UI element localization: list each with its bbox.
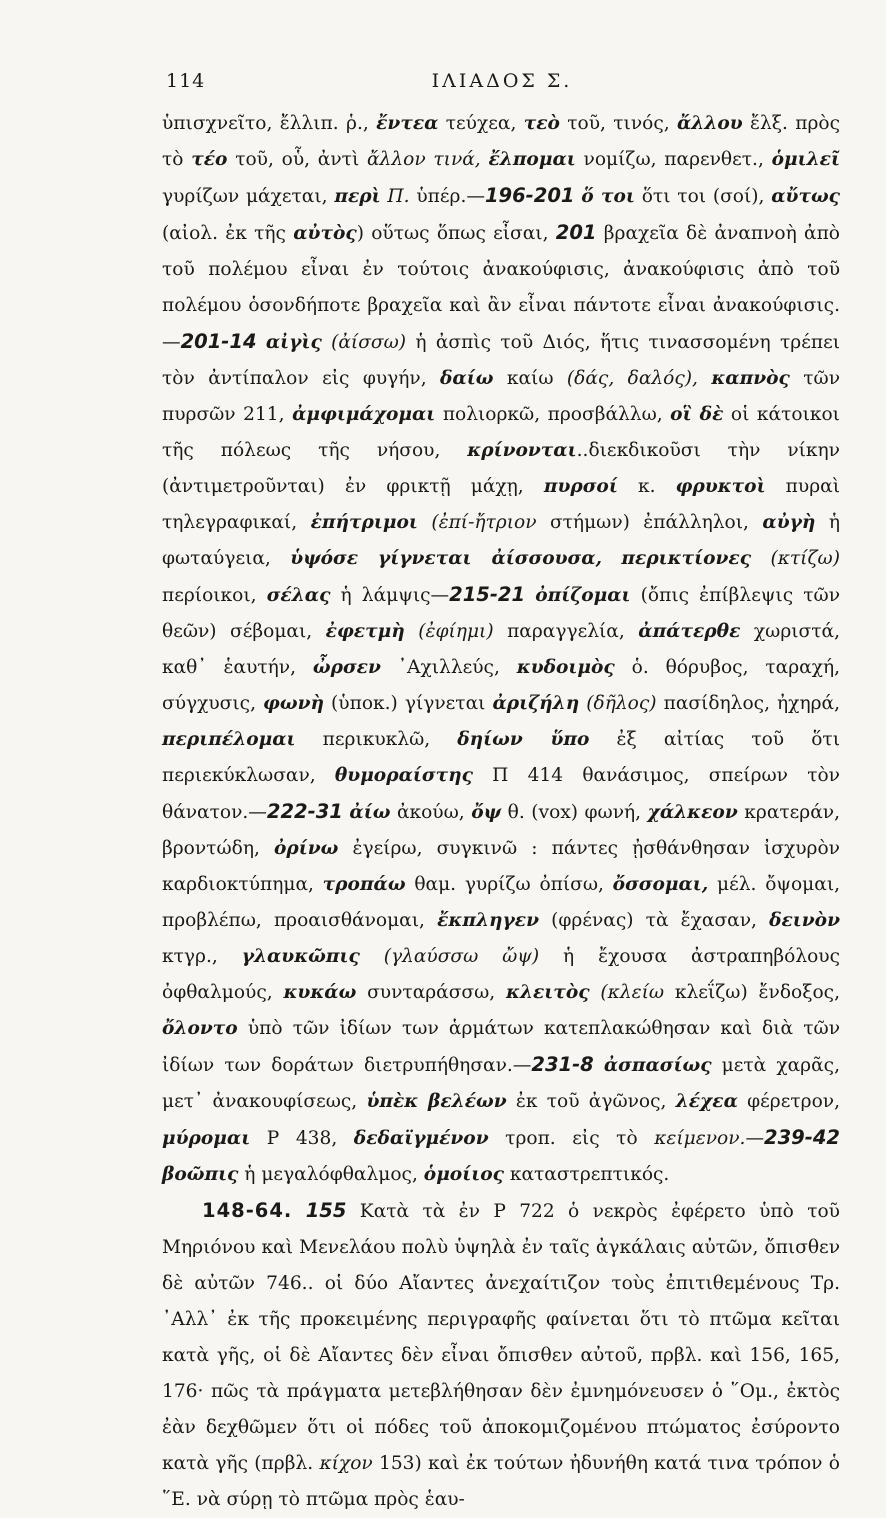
text-run: κρατεράν, βροντώδη, — [162, 802, 840, 859]
commentary-text — [162, 106, 840, 1518]
text-run: οἱ κάτοικοι τῆς πόλεως τῆς νήσου, — [162, 404, 840, 461]
text-run: ὑπέρ.— — [409, 186, 485, 207]
text-run: ἡ μεγαλόφθαλμος, — [238, 1164, 424, 1185]
lemma-word: κυδοιμὸς — [516, 657, 615, 678]
text-run: πολιορκῶ, προσβάλλω, — [435, 404, 671, 425]
text-run — [751, 548, 770, 569]
lemma-word: τροπάω — [322, 874, 406, 895]
text-run: γυρίζων μάχεται, — [162, 186, 335, 207]
text-run — [405, 621, 419, 642]
text-run: ὁ. θόρυβος, ταραχή, σύγχυσις, — [162, 657, 841, 714]
text-run: — — [745, 1128, 765, 1149]
text-run — [590, 982, 601, 1003]
lemma-word: ὁμοίιος — [423, 1164, 504, 1185]
text-run: στήμων) ἐπάλληλοι, — [536, 512, 763, 533]
text-run: ..διεκδικοῦσι τὴν νίκην (ἀντιμετροῦνται) ἐν φρικτῇ μάχῃ, — [162, 440, 840, 497]
text-run: θαμ. γυρίζω ὀπίσω, — [405, 874, 613, 895]
text-run: βραχεῖα δὲ ἀναπνοὴ ἀπὸ τοῦ πολέμου εἶναι ἐν τούτοις ἀνακούφισις, ἀνακούφισις ἀπὸ τοῦ πολέμου ὁσονδήποτε βραχεῖα καὶ ἂν εἶναι πάντοτε εἶναι ἀνακούφισις.— — [162, 223, 840, 353]
running-title: ΙΛΙΑΔΟΣ Σ. — [431, 70, 573, 92]
text-run: περικυκλῶ, — [295, 729, 458, 750]
text-run: τῶν πυρσῶν 211, — [162, 368, 841, 425]
text-run: ἐκ τοῦ ἀγῶνος, — [506, 1091, 676, 1112]
italic-text: κίχον — [319, 1453, 373, 1474]
lemma-word: ὑπὲκ βελέων — [366, 1091, 507, 1112]
text-run: συνταράσσω, — [356, 982, 507, 1003]
lemma-word: ἔντεα — [376, 113, 439, 134]
text-run — [360, 946, 384, 967]
page-header — [162, 70, 842, 100]
text-run — [418, 512, 431, 533]
lemma-word: θυμοραίστης — [334, 765, 473, 786]
text-run: Π 414 θανάσιμος, σπείρων τὸν θάνατον.— — [162, 765, 840, 823]
lemma-word: δηίων ὕπο — [457, 729, 590, 750]
text-run — [525, 585, 535, 606]
italic-text: (δῆλος) — [586, 693, 657, 714]
italic-text: (ἀίσσω) — [331, 332, 407, 353]
text-run: τοῦ, οὗ, ἀντὶ — [227, 149, 367, 170]
text-run: μέλ. ὄψομαι, προβλέπω, προαισθάνομαι, — [162, 874, 841, 931]
line-reference: 231-8 — [531, 1053, 594, 1076]
text-run: φέρετρον, — [737, 1091, 840, 1112]
lemma-word: αὔτως — [771, 186, 840, 207]
lemma-word: ὄψ — [471, 802, 502, 823]
lemma-word: τέο — [191, 149, 228, 170]
text-run: καταστρεπτικός. — [503, 1164, 670, 1185]
lemma-word: ἀσπασίως — [603, 1055, 712, 1076]
lemma-word: πυρσοί — [543, 476, 618, 497]
text-run: κ. — [617, 476, 676, 497]
italic-text: (ἐφίημι) — [418, 621, 494, 642]
text-run: κτγρ., — [162, 946, 242, 967]
text-run — [322, 332, 331, 353]
italic-text: (κλείω — [600, 982, 665, 1003]
text-run: 153) καὶ ἐκ τούτων ἠδυνήθη κατά τινα τρόπον ὁ ῞Ε. νὰ σύρῃ τὸ πτῶμα πρὸς ἑαυ- — [162, 1453, 840, 1510]
lemma-word: περιπέλομαι — [162, 729, 296, 750]
text-run: θ. (vox) φωνή, — [501, 802, 648, 823]
text-run: (ὑποκ.) γίγνεται — [324, 693, 493, 714]
text-run: ἡ ἔχουσα ἀστραπηβόλους ὀφθαλμούς, — [162, 946, 841, 1003]
lemma-word: φωνὴ — [263, 693, 324, 714]
text-run: (αἰολ. ἐκ τῆς — [162, 223, 294, 244]
text-run: ἔλξ. πρὸς τὸ — [162, 113, 841, 170]
text-run: παραγγελία, — [493, 621, 639, 642]
lemma-word: αὐγὴ — [762, 512, 816, 533]
italic-text: (ἐπί-ἤτριον — [431, 512, 537, 533]
text-run: νομίζω, παρενθετ., — [575, 149, 772, 170]
line-reference: 239-42 — [764, 1126, 840, 1149]
lemma-word: ἀριζήλη — [492, 693, 580, 714]
lemma-word: ἐφετμὴ — [325, 621, 405, 642]
text-run: τροπ. εἰς τὸ — [488, 1128, 655, 1149]
lemma-word: σέλας — [266, 585, 331, 606]
text-run: (φρένας) τὰ ἔχασαν, — [538, 910, 770, 931]
lemma-word: λέχεα — [675, 1091, 738, 1112]
italic-text: ἄλλον τινά, — [367, 149, 481, 170]
lemma-word: ὑψόσε γίγνεται ἀίσσουσα, — [290, 548, 603, 569]
lemma-word: ἔκπληγεν — [437, 910, 539, 931]
text-run — [292, 1201, 305, 1222]
lemma-word: ἀίω — [349, 802, 391, 823]
line-reference: 201 — [555, 221, 597, 244]
line-reference: 222-31 — [266, 800, 343, 823]
lemma-word: κυκάω — [283, 982, 357, 1003]
text-run: περίοικοι, — [162, 585, 267, 606]
text-run: ἡ φωταύγεια, — [162, 512, 840, 569]
text-run: μετὰ χαρᾶς, μετ᾽ ἀνακουφίσεως, — [162, 1055, 840, 1112]
lemma-word: οἳ δὲ — [670, 404, 724, 425]
lemma-word: κρίνονται — [467, 440, 577, 461]
lemma-word: αἰγὶς — [265, 332, 322, 353]
text-run — [698, 368, 711, 389]
italic-text: κείμενον. — [654, 1128, 746, 1149]
line-reference: 196-201 — [484, 184, 575, 207]
lemma-word: ὦρσεν — [312, 657, 381, 678]
text-run — [602, 548, 621, 569]
lemma-word: μύρομαι — [162, 1128, 251, 1149]
text-run: ἐγείρω, συγκινῶ : πάντες ᾐσθάνθησαν ἰσχυρὸν καρδιοκτύπημα, — [162, 838, 840, 895]
text-run: χωριστά, καθ᾽ ἑαυτήν, — [162, 621, 840, 678]
italic-text: (γλαύσσω ὤψ) — [383, 946, 540, 967]
lemma-word: ἀμφιμάχομαι — [292, 404, 436, 425]
lemma-word: περὶ — [334, 186, 381, 207]
text-run — [257, 332, 266, 353]
paragraph-commentary — [162, 106, 840, 1193]
lemma-word: δαίω — [440, 368, 494, 389]
text-run: ἀκούω, — [390, 802, 472, 823]
lemma-word: αὐτὸς — [293, 223, 357, 244]
lemma-word: ὁμιλεῖ — [771, 149, 840, 170]
lemma-word: ὅ τοι — [581, 186, 635, 207]
text-run: ὑπισχνεῖτο, ἔλλιπ. ῥ., — [162, 113, 377, 134]
lemma-word: ἀπάτερθε — [638, 621, 741, 642]
text-run: καίω — [493, 368, 567, 389]
italic-text: (κτίζω) — [770, 548, 840, 569]
text-run: Ρ 438, — [250, 1128, 354, 1149]
paragraph-section-148-64 — [162, 1193, 840, 1518]
lemma-word: ὄλοντο — [162, 1018, 238, 1039]
lemma-word: φρυκτοὶ — [675, 476, 766, 497]
italic-text: (δάς, δαλός), — [566, 368, 698, 389]
italic-text: Π. — [387, 186, 410, 207]
lemma-word: δεινὸν — [769, 910, 840, 931]
lemma-word: ἄλλου — [676, 113, 743, 134]
lemma-word: κλειτὸς — [506, 982, 590, 1003]
text-run: κλεΐζω) ἔνδοξος, — [664, 982, 840, 1003]
lemma-word: περικτίονες — [621, 548, 752, 569]
text-run: τεύχεα, — [438, 113, 524, 134]
lemma-word: γλαυκῶπις — [241, 946, 360, 967]
lemma-word: ὀρίνω — [274, 838, 339, 859]
lemma-word: καπνὸς — [711, 368, 790, 389]
section-number: 148-64. — [202, 1199, 293, 1222]
text-run: πασίδηλος, ἠχηρά, — [656, 693, 840, 714]
text-run: πυραὶ τηλεγραφικαί, — [162, 476, 840, 533]
text-run: ἐξ αἰτίας τοῦ ὅτι περιεκύκλωσαν, — [162, 729, 840, 786]
lemma-word: τεὸ — [523, 113, 560, 134]
text-run: ὑπὸ τῶν ἰδίων των ἁρμάτων κατεπλακώθησαν καὶ διὰ τῶν ἰδίων των δοράτων διετρυπήθησαν.— — [162, 1018, 840, 1076]
lemma-word: ἔλπομαι — [488, 149, 576, 170]
text-run: (ὄπις ἐπίβλεψις τῶν θεῶν) σέβομαι, — [162, 585, 841, 642]
line-reference: 155 — [305, 1199, 347, 1222]
text-run — [594, 1055, 604, 1076]
lemma-word: ὄσσομαι, — [612, 874, 709, 895]
text-run: ) οὕτως ὅπως εἶσαι, — [356, 223, 556, 244]
lemma-word: βοῶπις — [162, 1164, 239, 1185]
text-run: Κατὰ τὰ ἐν Ρ 722 ὁ νεκρὸς ἐφέρετο ὑπὸ τοῦ Μηριόνου καὶ Μενελάου πολὺ ὑψηλὰ ἐν ταῖς ἀγκάλαις αὐτῶν, ὄπισθεν δὲ αὐτῶν 746.. οἱ δύο Αἴαντες ἀνεχαίτιζον τοὺς ἐπιτιθεμένους Τρ. ᾽Αλλ᾽ ἐκ τῆς προκειμένης περιγραφῆς φαίνεται ὅτι τὸ πτῶμα κεῖται κατὰ γῆς, οἱ δὲ Αἴαντες δὲν εἶναι ὄπισθεν αὐτοῦ, πρβλ. καὶ 156, 165, 176· πῶς τὰ πράγματα μετεβλήθησαν δὲν ἐμνημόνευσεν ὁ ῞Ομ., ἐκτὸς ἐὰν δεχθῶμεν ὅτι οἱ πόδες τοῦ ἀποκομιζομένου πτώματος ἐσύροντο κατὰ γῆς (πρβλ. — [162, 1201, 840, 1474]
line-reference: 215-21 — [449, 583, 526, 606]
lemma-word: χάλκεον — [647, 802, 738, 823]
line-reference: 201-14 — [180, 330, 257, 353]
lemma-word: ἐπήτριμοι — [310, 512, 418, 533]
lemma-word: δεδαϊγμένον — [353, 1128, 489, 1149]
text-run: τοῦ, τινός, — [559, 113, 677, 134]
text-run: ἡ ἀσπὶς τοῦ Διός, ἥτις τινασσομένη τρέπει τὸν ἀντίπαλον εἰς φυγήν, — [162, 332, 840, 389]
lemma-word: ὀπίζομαι — [535, 585, 631, 606]
text-run: ἡ λάμψις— — [330, 585, 450, 606]
page-number: 114 — [166, 70, 206, 92]
text-run: ᾽Αχιλλεύς, — [380, 657, 517, 678]
text-run: ὅτι τοι (σοί), — [634, 186, 772, 207]
